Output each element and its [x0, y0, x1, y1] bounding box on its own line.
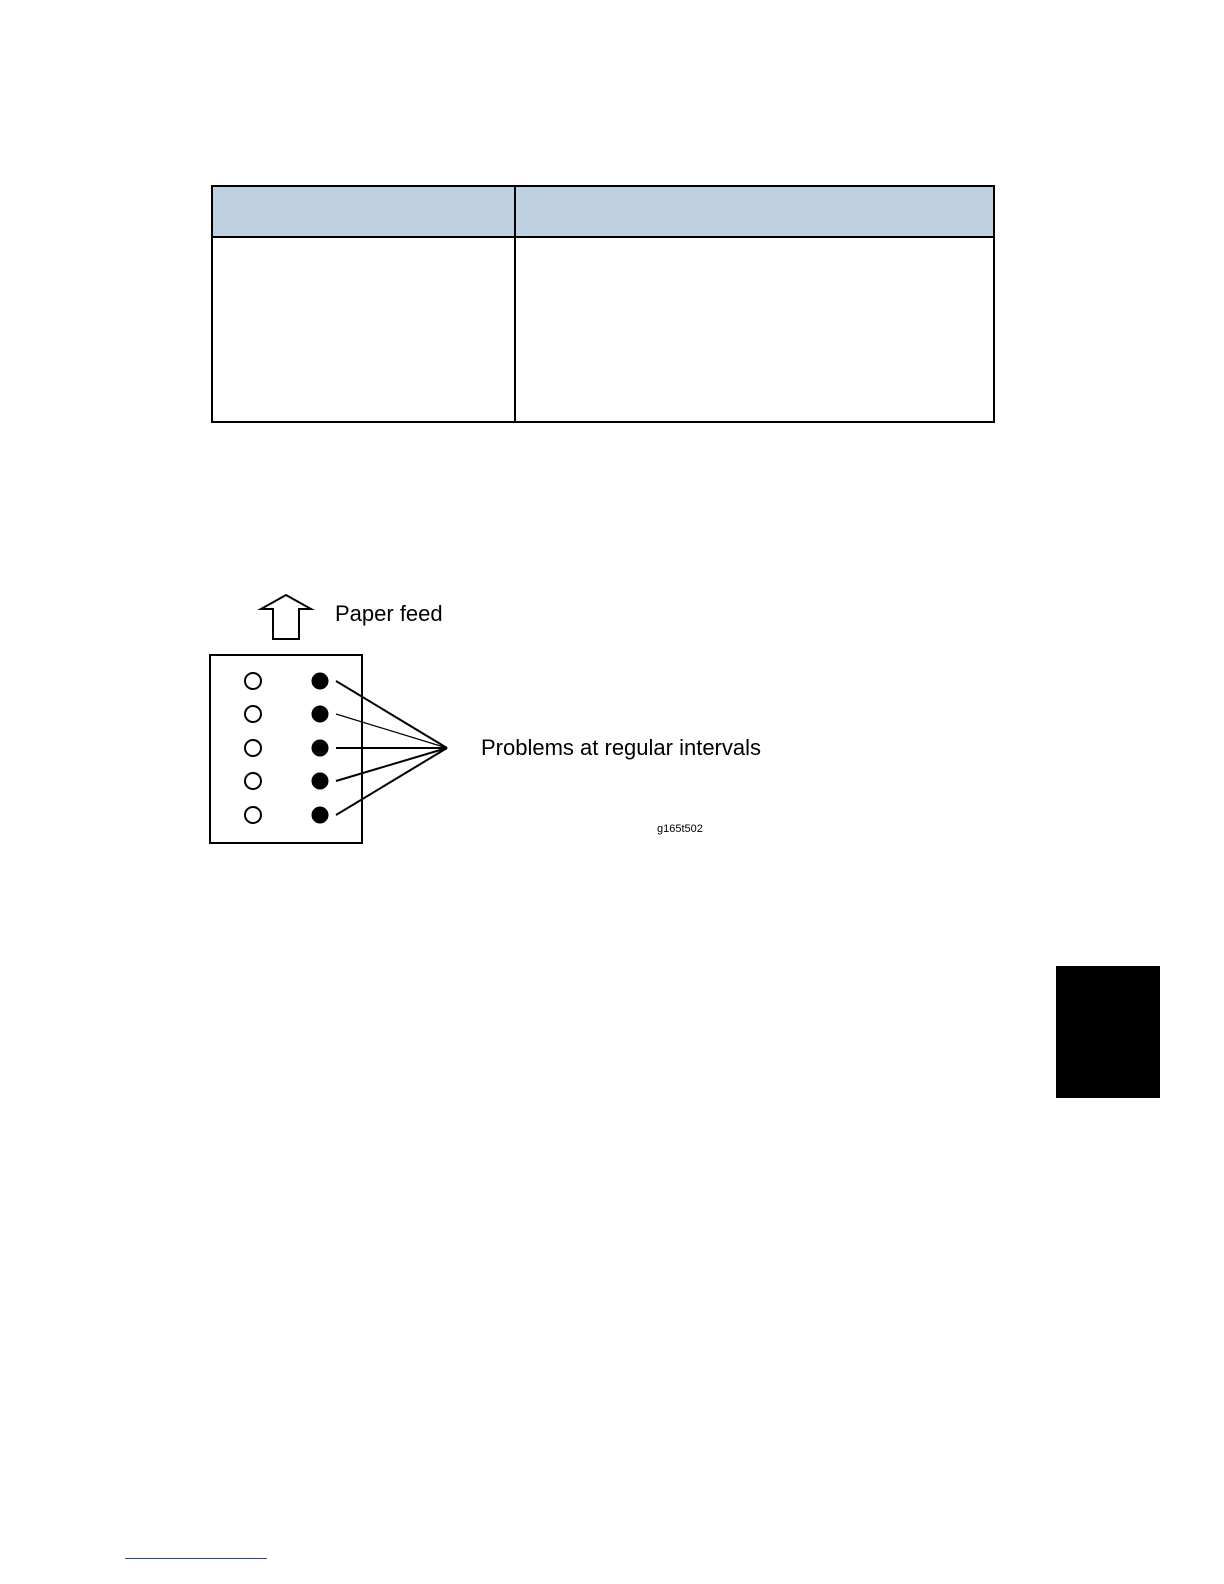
- open-circle: [245, 773, 261, 789]
- filled-circle: [312, 706, 328, 722]
- section-tab: [1056, 966, 1160, 1098]
- open-circle: [245, 706, 261, 722]
- filled-circle: [312, 673, 328, 689]
- up-arrow-icon: [261, 595, 311, 639]
- open-circle: [245, 807, 261, 823]
- filled-circle: [312, 740, 328, 756]
- data-table: [211, 185, 995, 423]
- table-header-cell-2: [516, 187, 993, 238]
- table-body-cell-2: [516, 238, 993, 421]
- paper-feed-figure: [200, 585, 800, 855]
- footer-rule: [125, 1558, 267, 1559]
- table-header-cell-1: [213, 187, 516, 238]
- filled-circle: [312, 807, 328, 823]
- table-body-cell-1: [213, 238, 516, 421]
- figure-id: g165t502: [657, 823, 703, 835]
- paper-feed-label: Paper feed: [335, 601, 443, 626]
- open-circle: [245, 673, 261, 689]
- problems-label: Problems at regular intervals: [481, 735, 762, 760]
- figure-drawing: [200, 585, 800, 855]
- open-circle: [245, 740, 261, 756]
- filled-circle: [312, 773, 328, 789]
